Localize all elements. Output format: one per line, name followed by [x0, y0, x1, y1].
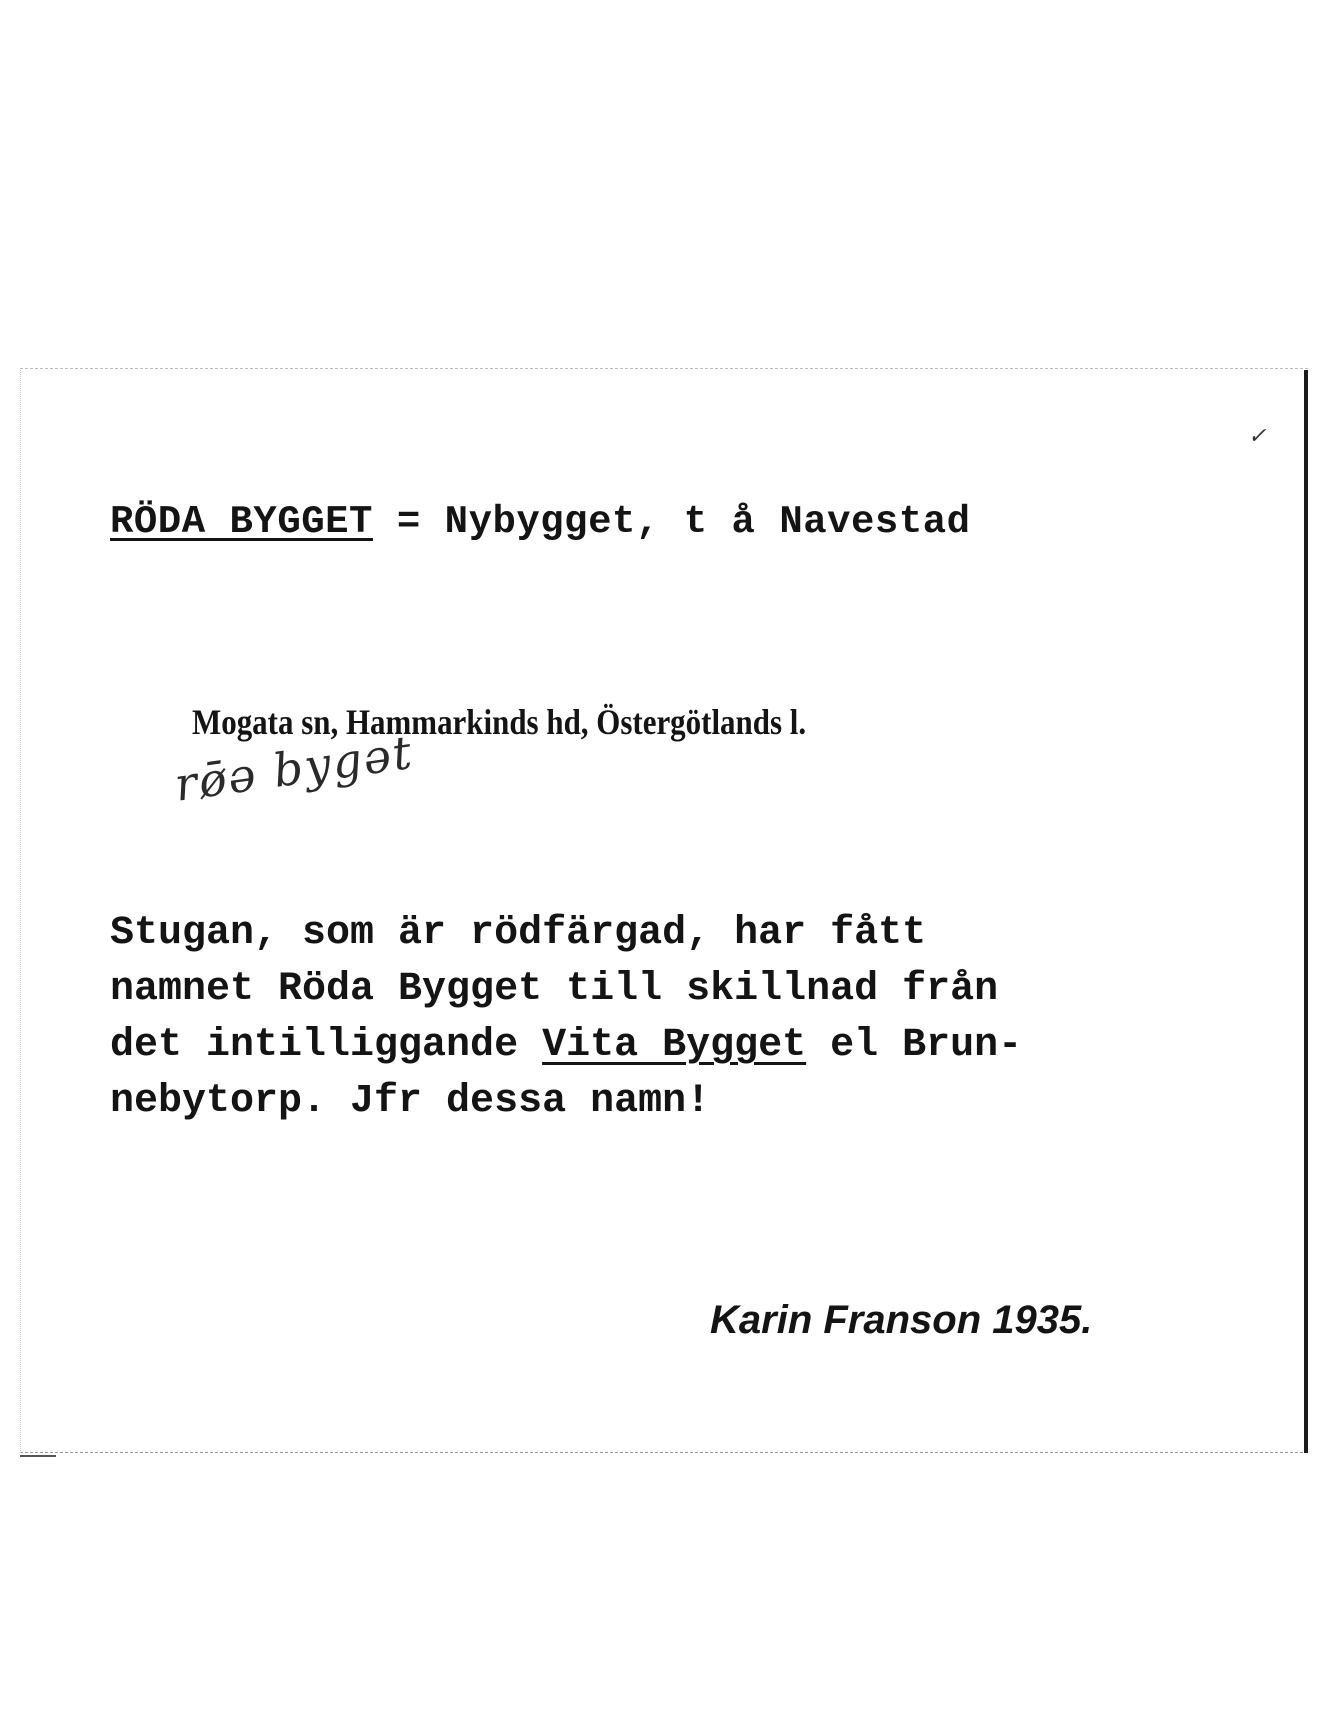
check-mark-icon: ✓: [1248, 424, 1267, 449]
card-top-border: [20, 368, 1308, 369]
vita-bygget-reference: Vita Bygget: [542, 1023, 807, 1068]
headline-definition: = Nybygget, t å Navestad: [372, 500, 971, 544]
card-right-border: [1304, 370, 1308, 1453]
description-line-3: [110, 1018, 1270, 1074]
place-name: RÖDA BYGGET: [110, 500, 373, 544]
card-bottom-border: [20, 1452, 1308, 1453]
location-line: Mogata sn, Hammarkinds hd, Östergötlands l.: [192, 702, 807, 742]
corner-tick: [20, 1455, 56, 1457]
description-text: [110, 906, 1270, 1130]
description-line-4: nebytorp. Jfr dessa namn!: [110, 1079, 711, 1124]
description-line-1: Stugan, som är rödfärgad, har fått: [110, 911, 927, 956]
signature: Karin Franson 1935.: [710, 1298, 1093, 1342]
handwritten-pronunciation: rø̄ə bygət: [171, 724, 417, 812]
archive-card: [20, 368, 1308, 1453]
headline: [110, 500, 971, 544]
description-line-3-start: det intilliggande: [110, 1023, 543, 1068]
description-line-3-end: el Brun-: [806, 1023, 1023, 1068]
description-line-2: namnet Röda Bygget till skillnad från: [110, 967, 999, 1012]
card-left-edge: [20, 368, 35, 1453]
